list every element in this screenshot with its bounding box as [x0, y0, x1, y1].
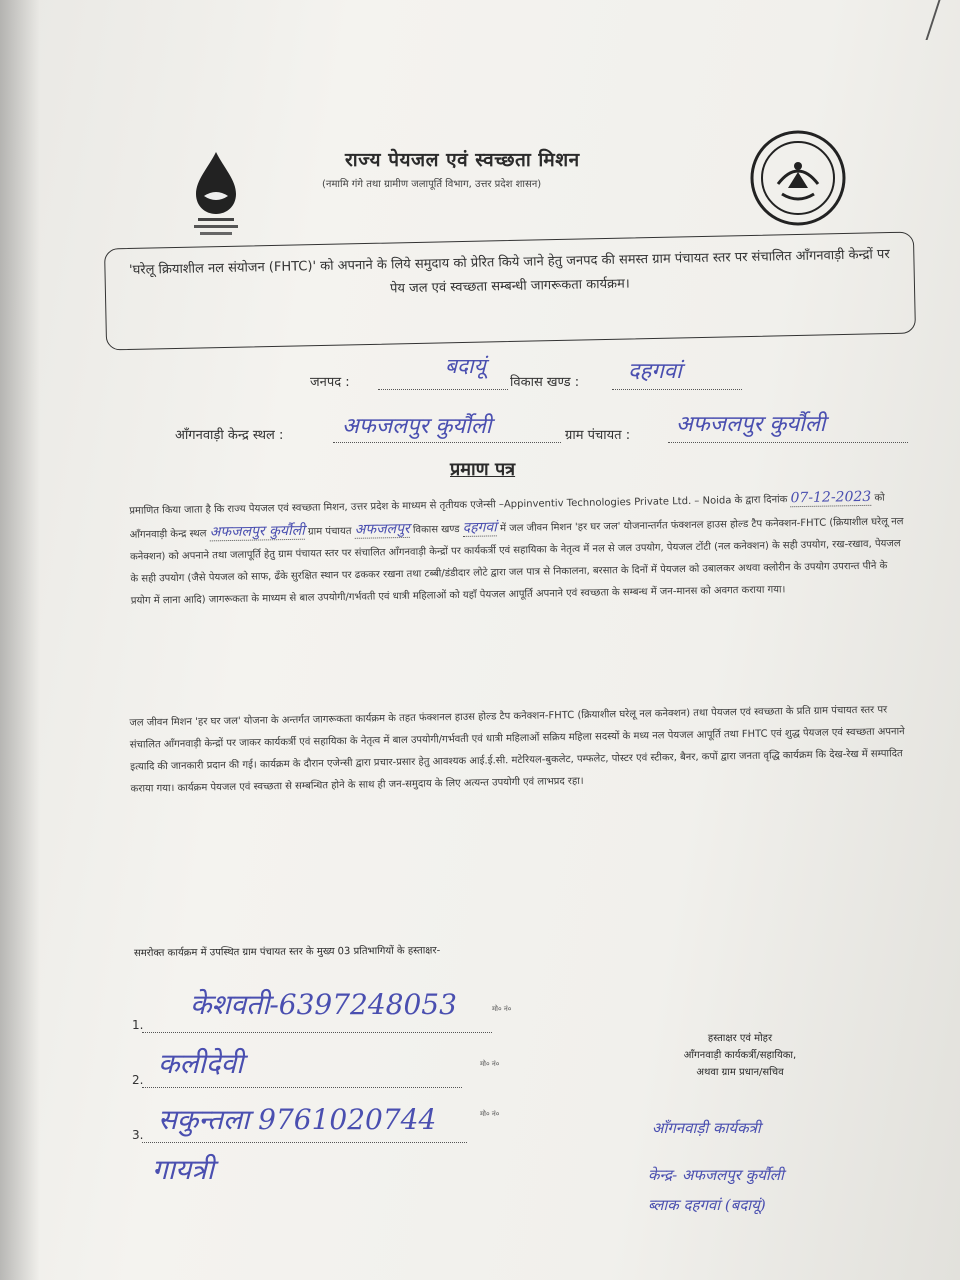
vikas-khand-line: [612, 387, 742, 390]
signature-number-1: 1.: [132, 1018, 144, 1032]
page-subtitle: (नमामि गंगे तथा ग्रामीण जलापूर्ति विभाग, उत्तर प्रदेश शासन): [322, 179, 542, 190]
signature-3: सकुन्तला 9761020744: [158, 1103, 437, 1136]
program-vk-value: दहगवां: [462, 519, 498, 536]
signature-2: कलीदेवी: [158, 1047, 244, 1080]
para1-text-a: प्रमाणित किया जाता है कि राज्य पेयजल एवं स्वच्छता मिशन, उत्तर प्रदेश के माध्यम से तृतीयक एजेन्सी –Appinventiv Technologies Private Ltd. – Noida के द्वारा दिनांक: [129, 494, 788, 517]
signature-line-2: [142, 1085, 462, 1088]
stamp-handwritten-2: केन्द्र- अफजलपुर कुर्यौली: [648, 1166, 784, 1184]
stamp-handwritten-3: ब्लाक दहगवां (बदायूं): [648, 1196, 766, 1214]
signature-number-3: 3.: [132, 1128, 144, 1142]
signature-3-extra: गायत्री: [152, 1153, 214, 1186]
vikas-khand-label: विकास खण्ड :: [510, 375, 580, 390]
janpad-value: बदायूं: [445, 354, 486, 378]
anganwadi-value: अफजलपुर कुर्यौली: [342, 414, 492, 439]
water-drop-logo-icon: [178, 148, 254, 240]
stamp-label-3: अथवा ग्राम प्रधान/सचिव: [696, 1067, 784, 1078]
para1-text-c: ग्राम पंचायत: [307, 525, 352, 538]
program-place-value: अफजलपुर कुर्यौली: [209, 522, 305, 541]
certificate-paragraph-1: [129, 485, 906, 613]
gram-panchayat-label: ग्राम पंचायत :: [565, 428, 631, 443]
program-date-value: 07-12-2023: [790, 488, 872, 507]
page-title: राज्य पेयजल एवं स्वच्छता मिशन: [345, 149, 580, 171]
stamp-label-2: आँगनवाड़ी कार्यकर्त्री/सहायिका,: [683, 1050, 797, 1061]
para1-text-b: को आँगनवाड़ी केन्द्र स्थल: [129, 492, 885, 541]
stamp-handwritten-1: आँगनवाड़ी कार्यकत्री: [652, 1119, 761, 1137]
certificate-paragraph-2: जल जीवन मिशन 'हर घर जल' योजना के अन्तर्गत जागरूकता कार्यक्रम के तहत फंक्शनल हाउस होल्ड टैप कनेक्शन-FHTC (क्रियाशील घरेलू नल कनेक्शन) तथा पेयजल एवं स्वच्छता के प्रति ग्राम पंचायत स्तर पर संचालित आँगनवाड़ी केन्द्रों पर जाकर कार्यकर्त्री एवं सहायिका के नेतृत्व में बाल उपयोगी/गर्भवती एवं धात्री महिलाओं सक्रिय महिला सदस्यों के मध्य नल पेयजल आपूर्ति तथा FHTC एवं शुद्ध पेयजल एवं स्वच्छता अपनाने इत्यादि की जानकारी प्रदान की गई। कार्यक्रम के दौरान एजेन्सी द्वारा प्रचार-प्रसार हेतु आवश्यक आई.ई.सी. मटेरियल-बुकलेट, पम्फलेट, पोस्टर एवं स्टीकर, बैनर, कपों द्वारा जनता वृद्धि कार्यक्रम कि देख-रेख में सम्पादित कराया गया। कार्यक्रम पेयजल एवं स्वच्छता से सम्बन्धित होने के साथ ही जन-समुदाय के लिए अत्यन्त उपयोगी एवं लाभप्रद रहा।: [129, 704, 905, 795]
anganwadi-line: [333, 440, 561, 443]
program-title-text: 'घरेलू क्रियाशील नल संयोजन (FHTC)' को अपनाने के लिये समुदाय को प्रेरित किये जाने हेतु जनपद की समस्त ग्राम पंचायत स्तर पर संचालित आँगनवाड़ी केन्द्रों पर पेय जल एवं स्वच्छता सम्बन्धी जागरूकता कार्यक्रम।: [128, 247, 890, 297]
program-title-box: [104, 232, 916, 351]
anganwadi-label: आँगनवाड़ी केन्द्र स्थल :: [175, 428, 284, 443]
para1-text-e: में जल जीवन मिशन 'हर घर जल' योजनान्तर्गत फंक्शनल हाउस होल्ड टैप कनेक्शन-FHTC (क्रियाशील घरेलू नल कनेक्शन) को अपनाने तथा जलापूर्ति हेतु ग्राम पंचायत स्तर पर संचालित आँगनवाड़ी केन्द्रों पर कार्यकर्त्री एवं सहायिका के नेतृत्व में नल से जल उपयोग, पेयजल टोंटी (नल कनेक्शन) के सही उपयोग, रख-रखाव, पेयजल के सही उपयोग (जैसे पेयजल को साफ, ढँके सुरक्षित स्थान पर ढककर रखना तथा टब्बी/डंडीदार लोटे द्वारा जल पात्र से निकालना, बरसात के दिनों में पेयजल को उबालकर अथवा क्लोरीन के उपयोग उपरान्त पीने के प्रयोग में लाना आदि) जागरूकता के माध्यम से बाल उपयोगी/गर्भवती एवं धात्री महिलाओं को यहाँ पेयजल आपूर्ति अपनाने एवं स्वच्छता के सम्बन्ध में जन-मानस को अवगत कराया गया।: [129, 516, 904, 607]
mobile-label-1: मो० नं०: [492, 1005, 512, 1013]
certificate-title: प्रमाण पत्र: [450, 459, 516, 480]
signature-stamp-block: [640, 1030, 840, 1081]
signature-intro: समरोक्त कार्यक्रम में उपस्थित ग्राम पंचायत स्तर के मुख्य 03 प्रतिभागियों के हस्ताक्षर-: [133, 945, 441, 960]
state-emblem-seal-icon: [748, 128, 848, 228]
para1-text-d: विकास खण्ड: [412, 524, 460, 536]
janpad-line: [378, 387, 508, 390]
program-gp-value: अफजलपुर: [354, 520, 410, 538]
mobile-label-3: मो० नं०: [480, 1110, 500, 1118]
stamp-label-1: हस्ताक्षर एवं मोहर: [707, 1033, 773, 1044]
gram-panchayat-line: [668, 440, 908, 443]
vikas-khand-value: दहगवां: [628, 359, 682, 384]
mobile-label-2: मो० नं०: [480, 1060, 500, 1068]
janpad-label: जनपद :: [310, 375, 350, 390]
signature-number-2: 2.: [132, 1073, 144, 1087]
signature-1: केशवती-6397248053: [190, 988, 457, 1021]
signature-line-3: [142, 1140, 467, 1143]
page-edge-shadow: [0, 0, 40, 1280]
signature-line-1: [142, 1030, 492, 1033]
gram-panchayat-value: अफजलपुर कुर्यौली: [676, 412, 826, 437]
